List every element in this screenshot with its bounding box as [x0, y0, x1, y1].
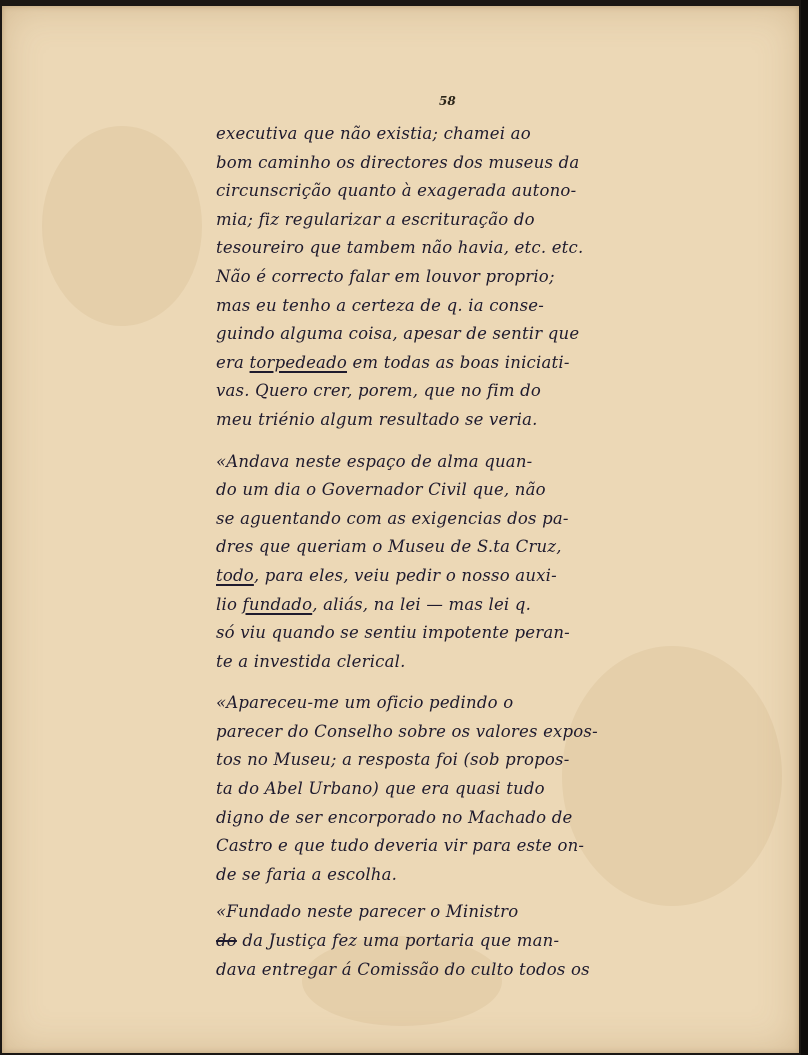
underlined-word: fundado	[242, 594, 313, 614]
manuscript-line: Não é correcto falar em louvor proprio;	[216, 266, 555, 286]
manuscript-line: tesoureiro que tambem não havia, etc. etc.	[216, 238, 584, 258]
line-fragment: era	[216, 352, 250, 372]
paper-stain	[42, 126, 202, 326]
paragraph-gap	[216, 889, 696, 898]
manuscript-line: «Andava neste espaço de alma quan-	[216, 451, 533, 471]
underlined-word: todo	[216, 565, 254, 585]
line-fragment: , para eles, veiu pedir o nosso auxi-	[253, 565, 557, 585]
underlined-word: torpedeado	[249, 352, 347, 372]
manuscript-line: só viu quando se sentiu impotente peran-	[216, 623, 570, 643]
line-fragment: da Justiça fez uma portaria que man-	[236, 931, 560, 951]
manuscript-line: meu triénio algum resultado se veria.	[216, 409, 538, 429]
manuscript-line	[216, 591, 696, 620]
manuscript-line	[216, 349, 696, 378]
line-fragment: , aliás, na lei — mas lei q.	[312, 594, 532, 614]
paragraph	[216, 689, 696, 889]
manuscript-line: de se faria a escolha.	[216, 864, 398, 884]
manuscript-line: «Apareceu-me um oficio pedindo o	[216, 693, 514, 713]
handwritten-text	[216, 120, 696, 984]
page-number: 58	[439, 94, 456, 108]
manuscript-line: se aguentando com as exigencias dos pa-	[216, 508, 569, 528]
manuscript-line: ta do Abel Urbano) que era quasi tudo	[216, 779, 545, 799]
manuscript-line: guindo alguma coisa, apesar de sentir que	[216, 324, 580, 344]
manuscript-line: te a investida clerical.	[216, 651, 406, 671]
scan-edge	[801, 0, 808, 1055]
manuscript-line: dava entregar á Comissão do culto todos os	[216, 959, 590, 979]
struck-word: do	[216, 931, 237, 951]
paragraph	[216, 898, 696, 984]
paragraph	[216, 448, 696, 677]
manuscript-line: «Fundado neste parecer o Ministro	[216, 902, 519, 922]
manuscript-line: mia; fiz regularizar a escrituração do	[216, 209, 535, 229]
manuscript-line: vas. Quero crer, porem, que no fim do	[216, 381, 542, 401]
paragraph	[216, 120, 696, 435]
paragraph-gap	[216, 435, 696, 448]
manuscript-line: mas eu tenho a certeza de q. ia conse-	[216, 295, 544, 315]
manuscript-line: do um dia o Governador Civil que, não	[216, 480, 546, 500]
manuscript-line: Castro e que tudo deveria vir para este on-	[216, 836, 585, 856]
manuscript-line: tos no Museu; a resposta foi (sob propos-	[216, 750, 570, 770]
manuscript-page	[2, 6, 799, 1053]
line-fragment: lio	[216, 594, 243, 614]
line-fragment: em todas as boas iniciati-	[347, 352, 570, 372]
manuscript-line: bom caminho os directores dos museus da	[216, 152, 580, 172]
manuscript-line	[216, 927, 696, 956]
manuscript-line: dres que queriam o Museu de S.ta Cruz,	[216, 537, 562, 557]
paragraph-gap	[216, 676, 696, 689]
manuscript-line: parecer do Conselho sobre os valores expos-	[216, 721, 598, 741]
manuscript-line: digno de ser encorporado no Machado de	[216, 807, 573, 827]
manuscript-line: executiva que não existia; chamei ao	[216, 124, 531, 143]
manuscript-line: circunscrição quanto à exagerada autono-	[216, 181, 577, 201]
manuscript-line	[216, 562, 696, 591]
